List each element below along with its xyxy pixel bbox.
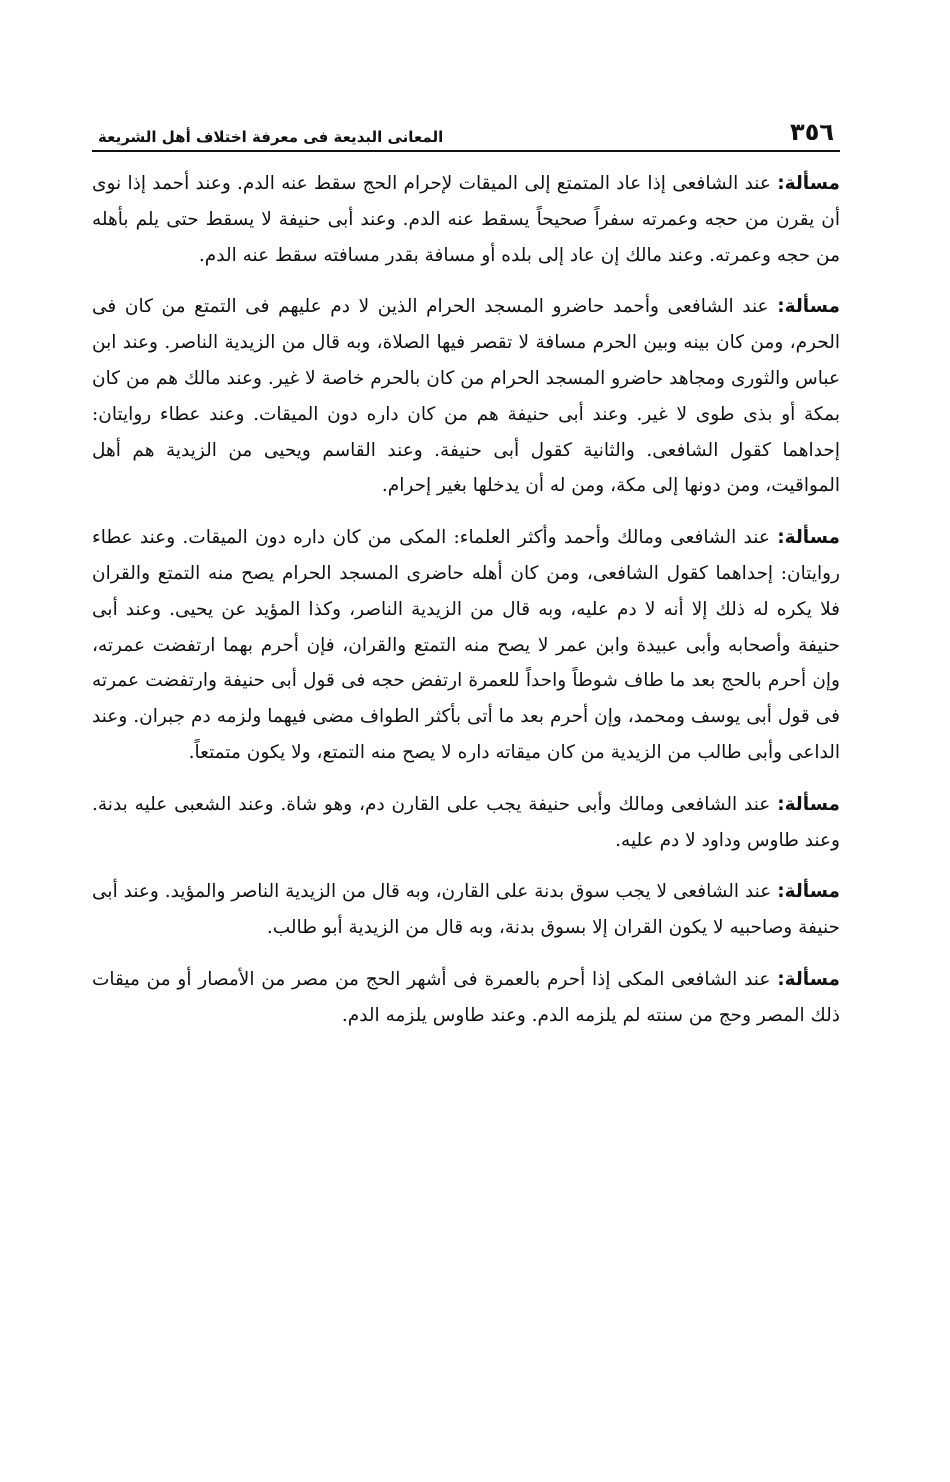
issue-paragraph — [92, 520, 840, 771]
issue-label: مسألة: — [777, 527, 840, 549]
issue-paragraph — [92, 874, 840, 946]
issue-label: مسألة: — [777, 793, 840, 815]
issue-text: عند الشافعى وأحمد حاضرو المسجد الحرام الذين لا دم عليهم فى التمتع من كان فى الحرم، ومن كان بينه وبين الحرم مسافة لا تقصر فيها الصلاة، وبه قال من الزيدية الناصر. وعند ابن عباس والثورى ومجاهد حاضرو المسجد الحرام من كان بالحرم خاصة لا غير. وعند مالك هم من كان بمكة أو بذى طوى لا غير. وعند أبى حنيفة هم من كان داره دون الميقات. وعند عطاء روايتان: إحداهما كقول الشافعى. والثانية كقول أبى حنيفة. وعند القاسم ويحيى من الزيدية هم أهل المواقيت، ومن دونها إلى مكة، ومن له أن يدخلها بغير إحرام. — [92, 296, 840, 497]
issue-label: مسألة: — [777, 296, 840, 318]
issue-label: مسألة: — [777, 968, 840, 990]
issue-text: عند الشافعى المكى إذا أحرم بالعمرة فى أشهر الحج من مصر من الأمصار أو من ميقات ذلك المصر وحج من سنته لم يلزمه الدم. وعند طاوس يلزمه الدم. — [92, 968, 840, 1026]
book-page — [92, 118, 840, 1050]
issue-text: عند الشافعى لا يجب سوق بدنة على القارن، وبه قال من الزيدية الناصر والمؤيد. وعند أبى حنيفة وصاحبيه لا يكون القران إلا بسوق بدنة، وبه قال من الزيدية أبو طالب. — [92, 881, 840, 939]
issue-text: عند الشافعى إذا عاد المتمتع إلى الميقات لإحرام الحج سقط عنه الدم. وعند أحمد إذا نوى أن يقرن من حجه وعمرته سفراً صحيحاً يسقط عنه الدم. وعند أبى حنيفة لا يسقط حتى يلم بأهله من حجه وعمرته. وعند مالك إن عاد إلى بلده أو مسافة بقدر مسافته سقط عنه الدم. — [92, 173, 840, 266]
issue-label: مسألة: — [777, 173, 840, 194]
page-number: ٣٥٦ — [790, 118, 834, 146]
issue-text: عند الشافعى ومالك وأحمد وأكثر العلماء: المكى من كان داره دون الميقات. وعند عطاء روايتان: إحداهما كقول الشافعى، ومن كان أهله حاضرى المسجد الحرام يصح منه التمتع والقران فلا يكره له ذلك إلا أنه لا دم عليه، وبه قال من الزيدية الناصر، وكذا المؤيد عن يحيى. وعند أبى حنيفة وأصحابه وأبى عبيدة وابن عمر لا يصح منه التمتع والقران، فإن أحرم بهما ارتفضت عمرته، وإن أحرم بالحج بعد ما طاف شوطاً واحداً للعمرة ارتفض حجه فى قول أبى حنيفة وارتفضت عمرته فى قول أبى يوسف ومحمد، وإن أحرم بعد ما أتى بأكثر الطواف مضى فيهما ولزمه دم جبران. وعند الداعى وأبى طالب من الزيدية من كان ميقاته داره لا يصح منه التمتع، ولا يكون متمتعاً. — [92, 527, 840, 763]
issue-paragraph — [92, 962, 840, 1034]
issue-label: مسألة: — [777, 881, 840, 903]
issue-paragraph — [92, 289, 840, 504]
issue-text: عند الشافعى ومالك وأبى حنيفة يجب على القارن دم، وهو شاة. وعند الشعبى عليه بدنة. وعند طاوس وداود لا دم عليه. — [92, 793, 840, 851]
running-title: المعانى البديعة فى معرفة اختلاف أهل الشريعة — [98, 128, 444, 146]
page-header — [92, 118, 840, 152]
page-body — [92, 166, 840, 1034]
issue-paragraph — [92, 166, 840, 273]
issue-paragraph — [92, 787, 840, 859]
